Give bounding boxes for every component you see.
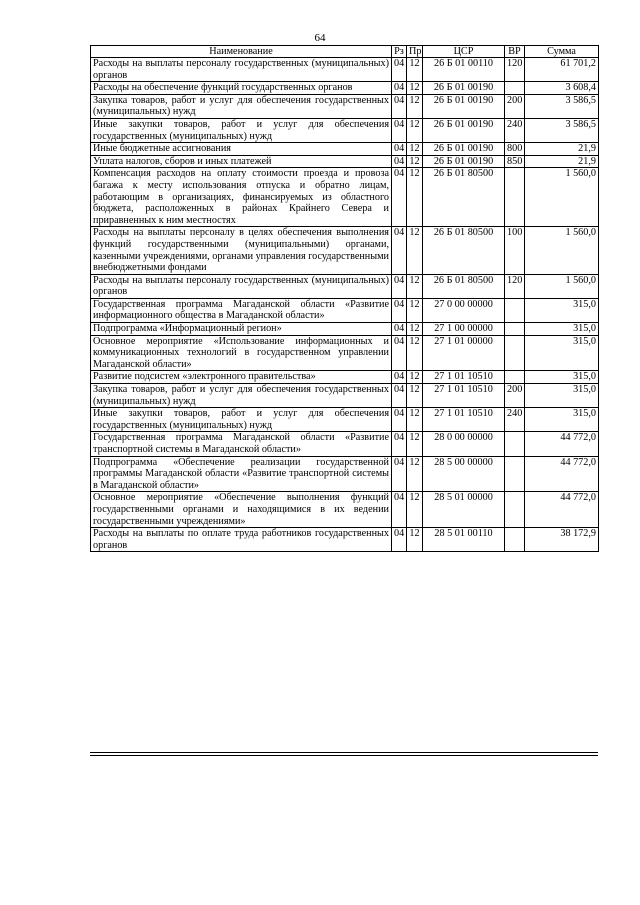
row-vr: 240 [505,408,525,432]
row-csr: 26 Б 01 00110 [423,58,505,82]
row-vr [505,432,525,456]
row-rz: 04 [392,323,407,336]
row-rz: 04 [392,432,407,456]
table-row [91,432,599,456]
row-name: Иные закупки товаров, работ и услуг для обеспечения государственных (муниципальных) нужд [91,118,392,142]
row-csr: 27 1 00 00000 [423,323,505,336]
row-sum: 44 772,0 [525,456,599,492]
row-sum: 1 560,0 [525,227,599,274]
row-pr: 12 [407,118,423,142]
budget-table [90,45,599,552]
row-vr: 240 [505,118,525,142]
row-pr: 12 [407,58,423,82]
row-vr: 120 [505,274,525,298]
table-row [91,371,599,384]
row-pr: 12 [407,384,423,408]
table-row [91,323,599,336]
row-vr: 120 [505,58,525,82]
row-rz: 04 [392,492,407,528]
row-csr: 26 Б 01 00190 [423,82,505,95]
row-vr [505,492,525,528]
row-rz: 04 [392,82,407,95]
row-pr: 12 [407,335,423,371]
table-row [91,118,599,142]
table-row [91,456,599,492]
row-rz: 04 [392,94,407,118]
row-pr: 12 [407,143,423,156]
row-sum: 3 586,5 [525,118,599,142]
row-pr: 12 [407,168,423,227]
table-row [91,274,599,298]
row-sum: 315,0 [525,335,599,371]
row-pr: 12 [407,227,423,274]
row-csr: 26 Б 01 00190 [423,118,505,142]
row-vr: 200 [505,94,525,118]
row-csr: 26 Б 01 00190 [423,143,505,156]
row-csr: 28 5 00 00000 [423,456,505,492]
row-csr: 27 1 01 10510 [423,371,505,384]
row-pr: 12 [407,94,423,118]
header-sum: Сумма [525,46,599,58]
row-vr [505,528,525,552]
row-name: Подпрограмма «Информационный регион» [91,323,392,336]
row-vr [505,456,525,492]
row-name: Основное мероприятие «Обеспечение выполнения функций государственными органами и находящимися в их ведении государственными учреждениями» [91,492,392,528]
row-rz: 04 [392,528,407,552]
row-sum: 1 560,0 [525,274,599,298]
row-name: Закупка товаров, работ и услуг для обеспечения государственных (муниципальных) нужд [91,94,392,118]
row-name: Государственная программа Магаданской области «Развитие информационного общества в Магаданской области» [91,298,392,322]
table-row [91,82,599,95]
row-sum: 1 560,0 [525,168,599,227]
table-row [91,408,599,432]
row-vr [505,371,525,384]
table-row [91,58,599,82]
row-vr: 800 [505,143,525,156]
row-vr: 850 [505,155,525,168]
row-sum: 38 172,9 [525,528,599,552]
row-rz: 04 [392,298,407,322]
row-vr [505,323,525,336]
row-vr [505,298,525,322]
row-sum: 315,0 [525,323,599,336]
row-name: Развитие подсистем «электронного правительства» [91,371,392,384]
row-name: Подпрограмма «Обеспечение реализации государственной программы Магаданской области «Развитие транспортной системы в Магаданской области» [91,456,392,492]
row-name: Иные бюджетные ассигнования [91,143,392,156]
row-pr: 12 [407,298,423,322]
row-name: Расходы на обеспечение функций государственных органов [91,82,392,95]
table-row [91,528,599,552]
row-name: Основное мероприятие «Использование информационных и коммуникационных технологий в государственном управлении Магаданской области» [91,335,392,371]
row-vr [505,335,525,371]
row-csr: 28 0 00 00000 [423,432,505,456]
page-number: 64 [314,32,326,44]
row-sum: 44 772,0 [525,432,599,456]
header-name: Наименование [91,46,392,58]
row-sum: 21,9 [525,143,599,156]
row-rz: 04 [392,408,407,432]
row-sum: 315,0 [525,371,599,384]
table-row [91,155,599,168]
row-csr: 26 Б 01 00190 [423,94,505,118]
table-row [91,227,599,274]
table-row [91,384,599,408]
row-csr: 27 1 01 10510 [423,408,505,432]
row-pr: 12 [407,155,423,168]
row-csr: 26 Б 01 80500 [423,274,505,298]
row-rz: 04 [392,384,407,408]
table-row [91,168,599,227]
table-row [91,94,599,118]
row-name: Расходы на выплаты персоналу в целях обеспечения выполнения функций государственными (муниципальными) органами, казенными учреждениями, органами управления государственными внебюджетными фондами [91,227,392,274]
row-rz: 04 [392,143,407,156]
row-rz: 04 [392,371,407,384]
row-vr [505,82,525,95]
row-sum: 3 608,4 [525,82,599,95]
header-pr: Пр [407,46,423,58]
row-sum: 61 701,2 [525,58,599,82]
row-csr: 26 Б 01 00190 [423,155,505,168]
table-row [91,298,599,322]
row-csr: 26 Б 01 80500 [423,168,505,227]
row-rz: 04 [392,155,407,168]
row-pr: 12 [407,82,423,95]
row-sum: 44 772,0 [525,492,599,528]
row-rz: 04 [392,58,407,82]
row-rz: 04 [392,168,407,227]
header-rz: Рз [392,46,407,58]
row-name: Уплата налогов, сборов и иных платежей [91,155,392,168]
header-csr: ЦСР [423,46,505,58]
row-rz: 04 [392,456,407,492]
row-vr [505,168,525,227]
row-sum: 315,0 [525,384,599,408]
row-pr: 12 [407,492,423,528]
header-vr: ВР [505,46,525,58]
row-name: Государственная программа Магаданской области «Развитие транспортной системы в Магаданской области» [91,432,392,456]
row-pr: 12 [407,456,423,492]
row-name: Расходы на выплаты по оплате труда работников государственных органов [91,528,392,552]
row-sum: 21,9 [525,155,599,168]
row-csr: 27 1 01 00000 [423,335,505,371]
table-row [91,335,599,371]
row-csr: 27 1 01 10510 [423,384,505,408]
table-header-row [91,46,599,58]
row-sum: 315,0 [525,298,599,322]
row-rz: 04 [392,335,407,371]
row-name: Расходы на выплаты персоналу государственных (муниципальных) органов [91,58,392,82]
row-name: Компенсация расходов на оплату стоимости проезда и провоза багажа к месту использования отпуска и обратно лицам, работающим в организациях, финансируемых из областного бюджета, расположенных в районах Крайнего Севера и приравненных к ним местностях [91,168,392,227]
row-vr: 100 [505,227,525,274]
row-rz: 04 [392,274,407,298]
footer-divider [90,752,598,753]
row-sum: 3 586,5 [525,94,599,118]
row-name: Иные закупки товаров, работ и услуг для обеспечения государственных (муниципальных) нужд [91,408,392,432]
row-csr: 28 5 01 00000 [423,492,505,528]
row-pr: 12 [407,432,423,456]
row-csr: 27 0 00 00000 [423,298,505,322]
row-pr: 12 [407,528,423,552]
row-csr: 26 Б 01 80500 [423,227,505,274]
row-name: Расходы на выплаты персоналу государственных (муниципальных) органов [91,274,392,298]
row-csr: 28 5 01 00110 [423,528,505,552]
row-rz: 04 [392,227,407,274]
footer-divider [90,755,598,756]
table-row [91,492,599,528]
row-pr: 12 [407,371,423,384]
row-name: Закупка товаров, работ и услуг для обеспечения государственных (муниципальных) нужд [91,384,392,408]
row-pr: 12 [407,408,423,432]
row-pr: 12 [407,323,423,336]
row-rz: 04 [392,118,407,142]
row-vr: 200 [505,384,525,408]
table-row [91,143,599,156]
row-pr: 12 [407,274,423,298]
row-sum: 315,0 [525,408,599,432]
